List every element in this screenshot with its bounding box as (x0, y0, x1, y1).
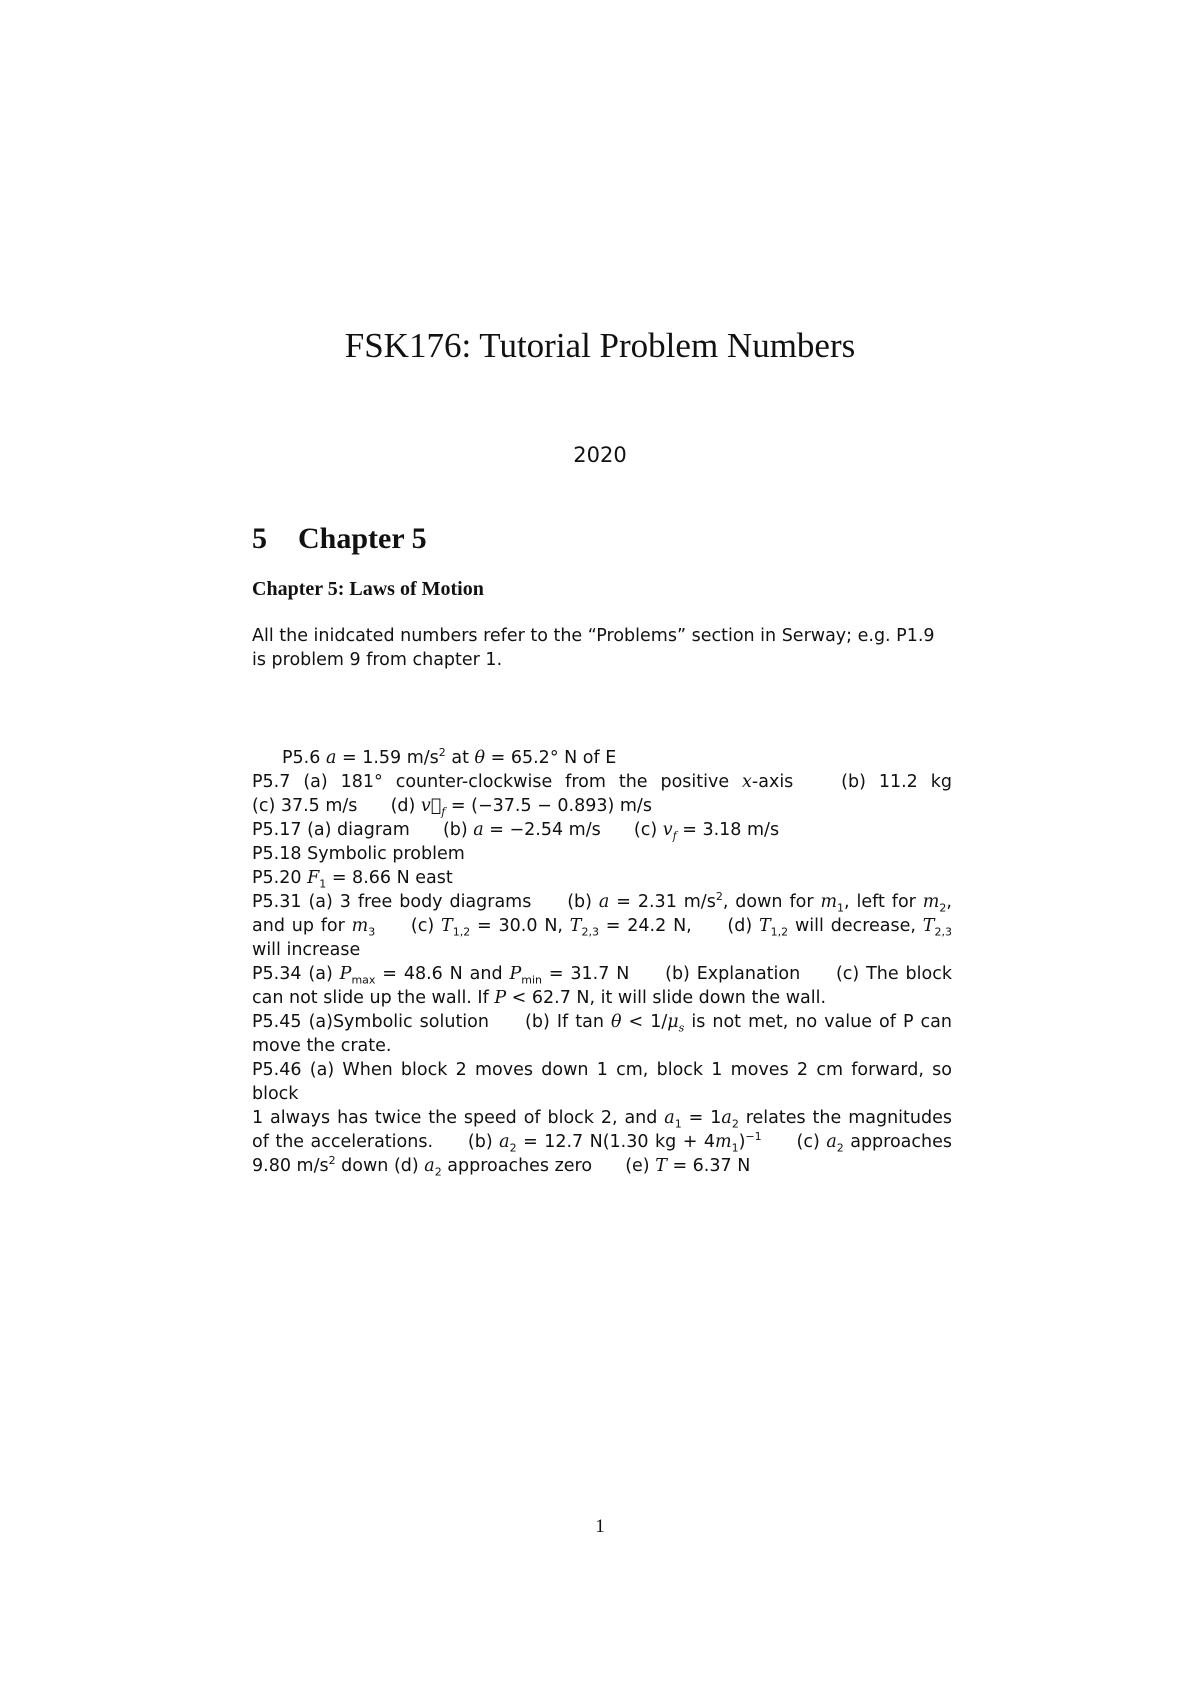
problem-item-P5.31-cont2: will increase (252, 940, 361, 960)
problem-item-P5.7-cont: (c) 37.5 m/s (d) $v⃗_f = (-37.5 - 0.893)$ m/s (252, 796, 652, 819)
problem-id: P5.45 (252, 1012, 302, 1032)
problem-item-P5.31: P5.31 (a) 3 free body diagrams (b) a = 2.31 $m/s^2$, down for $m_1$, left for $m_2$, (252, 890, 952, 915)
problem-item-P5.45: P5.45 (a)Symbolic solution (b) If $\tan \theta < 1/\mu_s$ is not met, no value of P can (252, 1012, 952, 1035)
subsection-heading: Chapter 5: Laws of Motion (252, 578, 484, 600)
problem-answer: Symbolic problem (307, 844, 465, 864)
problem-item-P5.46-cont3: 9.80 $m/s^2$ down (d) $a_2$ approaches zero (e) T = 6.37 N (252, 1154, 751, 1179)
document-year: 2020 (573, 443, 627, 467)
section-number: 5 (252, 522, 267, 555)
problem-item-P5.46: P5.46 (a) When block 2 moves down 1 cm, block 1 moves 2 cm forward, so block (252, 1060, 952, 1104)
problem-id: P5.34 (252, 964, 302, 984)
page-number: 1 (595, 1516, 605, 1537)
problem-id: P5.6 (282, 748, 321, 768)
problem-id: P5.17 (252, 820, 302, 840)
problem-item-P5.6: P5.6 a = 1.59 $m/s^2$ at θ = 65.2° N of E (282, 746, 617, 768)
problem-item-P5.17: P5.17 (a) diagram (b) a = −2.54 m/s (c) $v_f = 3.18$ m/s (252, 820, 780, 843)
section-title: Chapter 5 (298, 522, 427, 555)
problem-item-P5.18 (252, 842, 952, 866)
intro-paragraph: All the inidcated numbers refer to the “Problems” section in Serway; e.g. P1.9 is problem 9 from chapter 1. (252, 626, 935, 670)
problem-id: P5.18 (252, 844, 302, 864)
problem-item-P5.7: P5.7 (a) 181° counter-clockwise from the positive x-axis (b) 11.2 kg (252, 772, 952, 792)
problem-item-P5.34: P5.34 (a) $P_{max} = 48.6$ N and $P_{min} = 31.7$ N (b) Explanation (c) The block (252, 964, 952, 987)
section-heading (252, 522, 427, 556)
problem-id: P5.20 (252, 868, 302, 888)
problem-id: P5.46 (252, 1060, 302, 1080)
page-title: FSK176: Tutorial Problem Numbers (344, 326, 856, 365)
problem-item-P5.46-cont2: of the accelerations. (b) $a_2 = 12.7$ N(1.30 kg + $4m_1)^{-1}$ (c) $a_2$ approaches (252, 1130, 952, 1155)
problem-item-P5.31-cont: and up for $m_3$ (c) $T_{1,2} = 30.0$ N, $T_{2,3} = 24.2$ N, (d) $T_{1,2}$ will decrease, $T_{2,3}$ (252, 916, 952, 939)
problem-item-P5.20: P5.20 $F_1 = 8.66$ N east (252, 868, 453, 891)
problem-item-P5.46-cont: 1 always has twice the speed of block 2, and $a_1 = 1a_2$ relates the magnitudes (252, 1108, 952, 1131)
problem-list (252, 746, 952, 1178)
problem-item-P5.34-cont: can not slide up the wall. If P < 62.7 N, it will slide down the wall. (252, 988, 827, 1008)
problem-id: P5.31 (252, 892, 302, 912)
problem-id: P5.7 (252, 772, 291, 792)
problem-item-P5.45-cont: move the crate. (252, 1036, 392, 1056)
